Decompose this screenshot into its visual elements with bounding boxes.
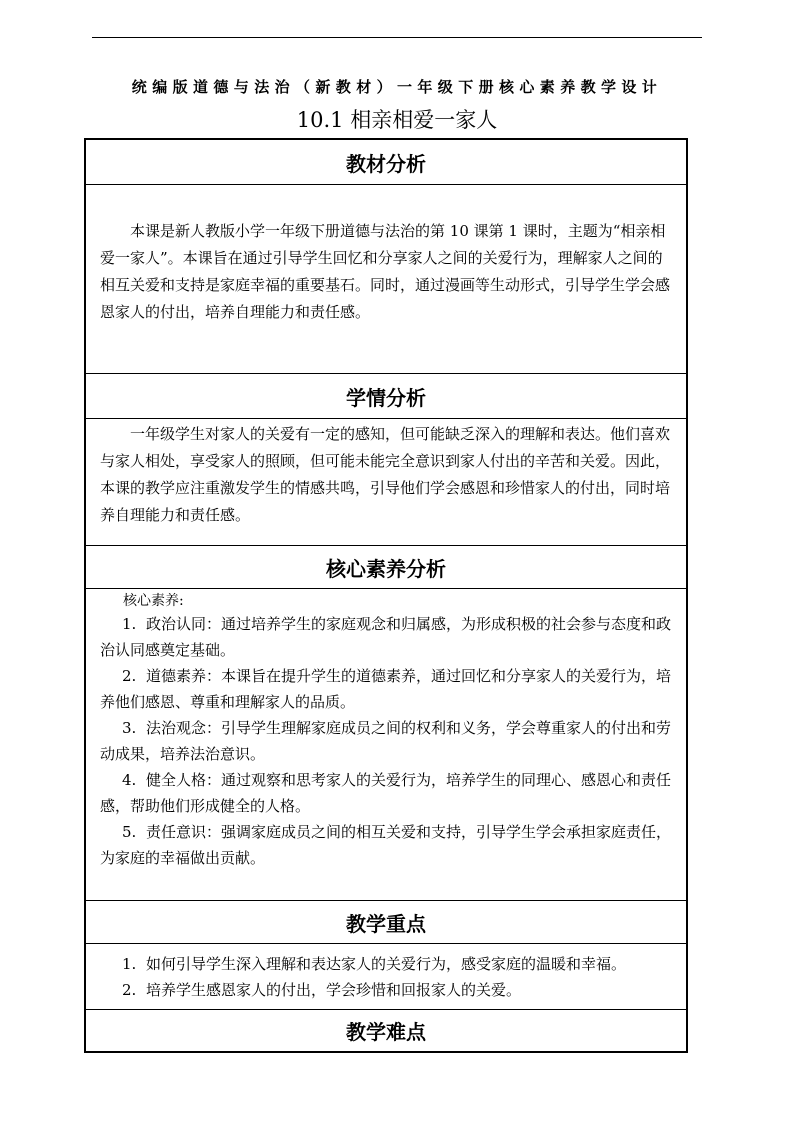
key-point-item: 2. 培养学生感恩家人的付出，学会珍惜和回报家人的关爱。 [122, 981, 522, 999]
textbook-analysis-text: 本课是新人教版小学一年级下册道德与法治的第 10 课第 1 课时，主题为“相亲相爱一家人”。本课旨在通过引导学生回忆和分享家人之间的关爱行为，理解家人之间的相互关爱和支持是家庭幸福的重要基石。同时，通过漫画等生动形式，引导学生学会感恩家人的付出，培养自理能力和责任感。 [100, 222, 671, 321]
literacy-item: 2. 道德素养：本课旨在提升学生的道德素养，通过回忆和分享家人的关爱行为，培养他们感恩、尊重和理解家人的品质。 [100, 667, 672, 711]
literacy-item: 5. 责任意识：强调家庭成员之间的相互关爱和支持，引导学生学会承担家庭责任，为家庭的幸福做出贡献。 [100, 823, 672, 867]
row-divider [86, 588, 686, 589]
literacy-item: 4. 健全人格：通过观察和思考家人的关爱行为，培养学生的同理心、感恩心和责任感，帮助他们形成健全的人格。 [100, 771, 672, 815]
row-divider [86, 418, 686, 419]
section-heading-students: 学情分析 [346, 385, 426, 410]
student-analysis-text: 一年级学生对家人的关爱有一定的感知，但可能缺乏深入的理解和表达。他们喜欢与家人相处，享受家人的照顾，但可能未能完全意识到家人付出的辛苦和关爱。因此，本课的教学应注重激发学生的情感共鸣，引导他们学会感恩和珍惜家人的付出，同时培养自理能力和责任感。 [100, 425, 671, 524]
key-point-item: 1. 如何引导学生深入理解和表达家人的关爱行为，感受家庭的温暖和幸福。 [122, 955, 627, 973]
series-title: 统编版道德与法治（新教材）一年级下册核心素养教学设计 [131, 78, 663, 96]
row-divider [86, 943, 686, 944]
header-rule [92, 37, 702, 38]
key-points-cell [100, 951, 672, 1003]
core-literacy-cell [100, 591, 672, 871]
section-heading-literacy: 核心素养分析 [326, 556, 446, 581]
section-heading-keypoints: 教学重点 [346, 911, 426, 936]
textbook-analysis-cell [100, 218, 672, 326]
lesson-plan-table [84, 138, 688, 1053]
literacy-item: 3. 法治观念：引导学生理解家庭成员之间的权利和义务，学会尊重家人的付出和劳动成果，培养法治意识。 [100, 719, 672, 763]
core-literacy-intro: 核心素养: [123, 593, 184, 609]
lesson-title: 10.1 相亲相爱一家人 [296, 108, 498, 132]
row-divider [86, 184, 686, 185]
student-analysis-cell [100, 421, 672, 529]
section-heading-difficulties: 教学难点 [346, 1020, 426, 1044]
section-heading-textbook: 教材分析 [346, 151, 426, 176]
literacy-item: 1. 政治认同：通过培养学生的家庭观念和归属感，为形成积极的社会参与态度和政治认同感奠定基础。 [100, 615, 672, 659]
